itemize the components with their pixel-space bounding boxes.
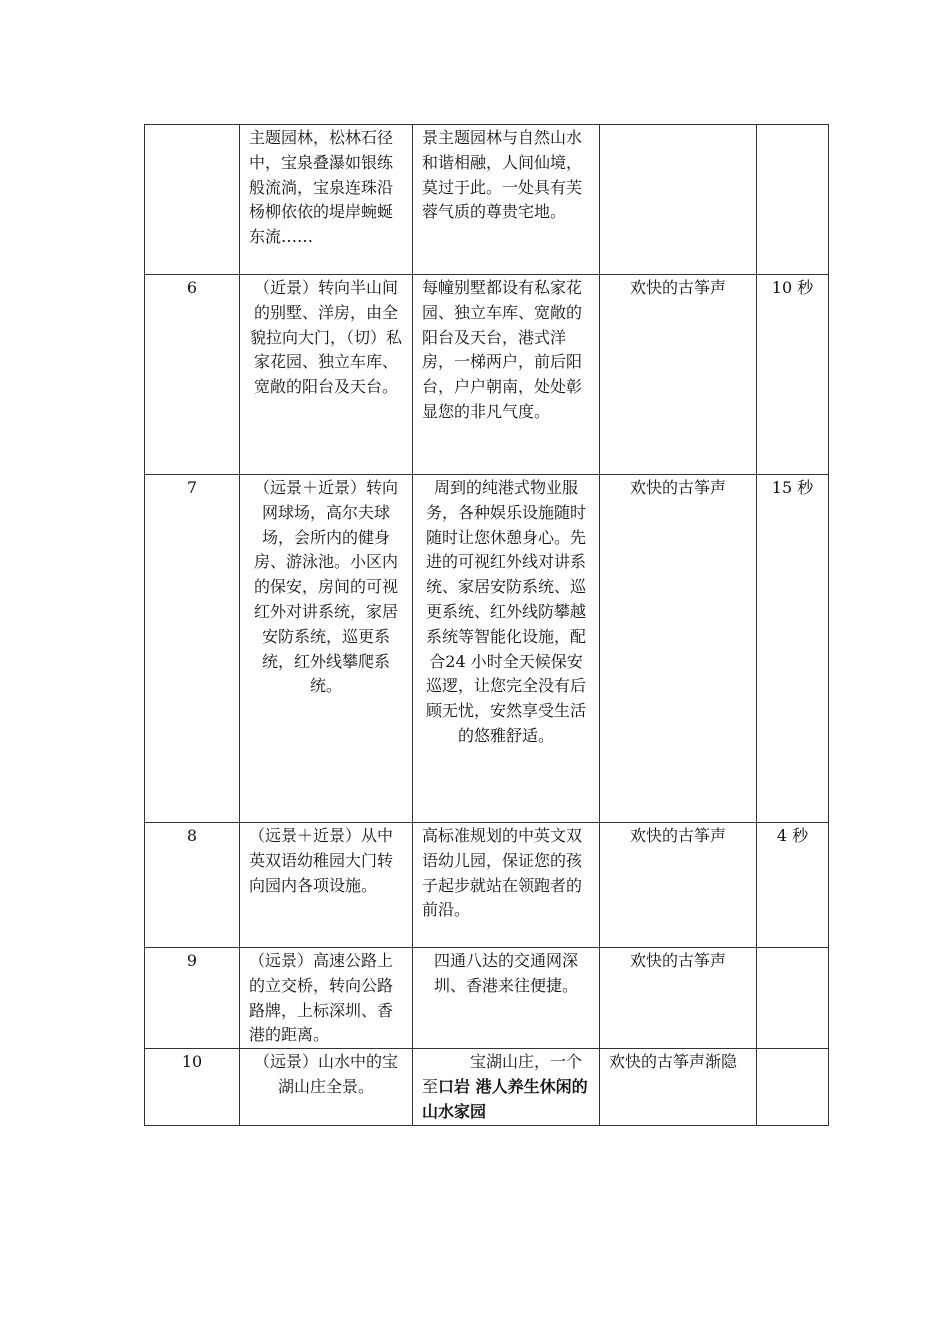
- shot-number-cell: [145, 125, 240, 275]
- voiceover-cell: 高标准规划的中英文双语幼儿园，保证您的孩子起步就站在领跑者的前沿。: [413, 823, 600, 948]
- shot-description-cell: （远景）高速公路上的立交桥，转向公路路牌，上标深圳、香港的距离。: [240, 948, 413, 1049]
- voiceover-bold-text: 口岩 港人养生休闲的山水家园: [422, 1076, 588, 1121]
- duration-cell: 4 秒: [757, 823, 829, 948]
- music-cell: 欢快的古筝声: [600, 275, 757, 475]
- music-cell: [600, 125, 757, 275]
- table-row: [145, 823, 829, 948]
- voiceover-cell: 四通八达的交通网深圳、香港来往便捷。: [413, 948, 600, 1049]
- table-row: [145, 275, 829, 475]
- shot-number-cell: 8: [145, 823, 240, 948]
- shot-description-cell: 主题园林，松林石径中，宝泉叠瀑如银练般流淌，宝泉连珠沿杨柳依依的堤岸蜿蜒东流……: [240, 125, 413, 275]
- voiceover-cell: 景主题园林与自然山水和谐相融，人间仙境，莫过于此。一处具有芙蓉气质的尊贵宅地。: [413, 125, 600, 275]
- music-cell: 欢快的古筝声渐隐: [600, 1049, 757, 1125]
- voiceover-cell: 周到的纯港式物业服务，各种娱乐设施随时随时让您休憩身心。先进的可视红外线对讲系统、家居安防系统、巡更系统、红外线防攀越系统等智能化设施，配合24 小时全天候保安巡逻，让您完全没有后顾无忧，安然享受生活的悠雅舒适。: [413, 475, 600, 823]
- voiceover-cell: 每幢别墅都设有私家花园、独立车库、宽敞的阳台及天台，港式洋房，一梯两户，前后阳台，户户朝南，处处彰显您的非凡气度。: [413, 275, 600, 475]
- music-cell: 欢快的古筝声: [600, 823, 757, 948]
- shot-number-cell: 6: [145, 275, 240, 475]
- duration-cell: 15 秒: [757, 475, 829, 823]
- script-table: [144, 124, 829, 1126]
- music-cell: 欢快的古筝声: [600, 475, 757, 823]
- table-row: [145, 1049, 829, 1125]
- shot-number-cell: 10: [145, 1049, 240, 1125]
- table-row: [145, 948, 829, 1049]
- table-row: [145, 125, 829, 275]
- shot-number-cell: 9: [145, 948, 240, 1049]
- shot-description-cell: （远景＋近景）从中英双语幼稚园大门转向园内各项设施。: [240, 823, 413, 948]
- table-row: [145, 475, 829, 823]
- duration-cell: [757, 948, 829, 1049]
- shot-description-cell: （远景）山水中的宝湖山庄全景。: [240, 1049, 413, 1125]
- music-cell: 欢快的古筝声: [600, 948, 757, 1049]
- duration-cell: [757, 1049, 829, 1125]
- voiceover-cell: [413, 1049, 600, 1125]
- voiceover-plain-text: 宝湖山庄，一个至: [422, 1052, 583, 1096]
- shot-description-cell: （远景＋近景）转向网球场，高尔夫球场，会所内的健身房、游泳池。小区内的保安，房间的可视红外对讲系统，家居安防系统，巡更系统，红外线攀爬系统。: [240, 475, 413, 823]
- shot-number-cell: 7: [145, 475, 240, 823]
- duration-cell: [757, 125, 829, 275]
- duration-cell: 10 秒: [757, 275, 829, 475]
- shot-description-cell: （近景）转向半山间的别墅、洋房，由全貌拉向大门，（切）私家花园、独立车库、宽敞的阳台及天台。: [240, 275, 413, 475]
